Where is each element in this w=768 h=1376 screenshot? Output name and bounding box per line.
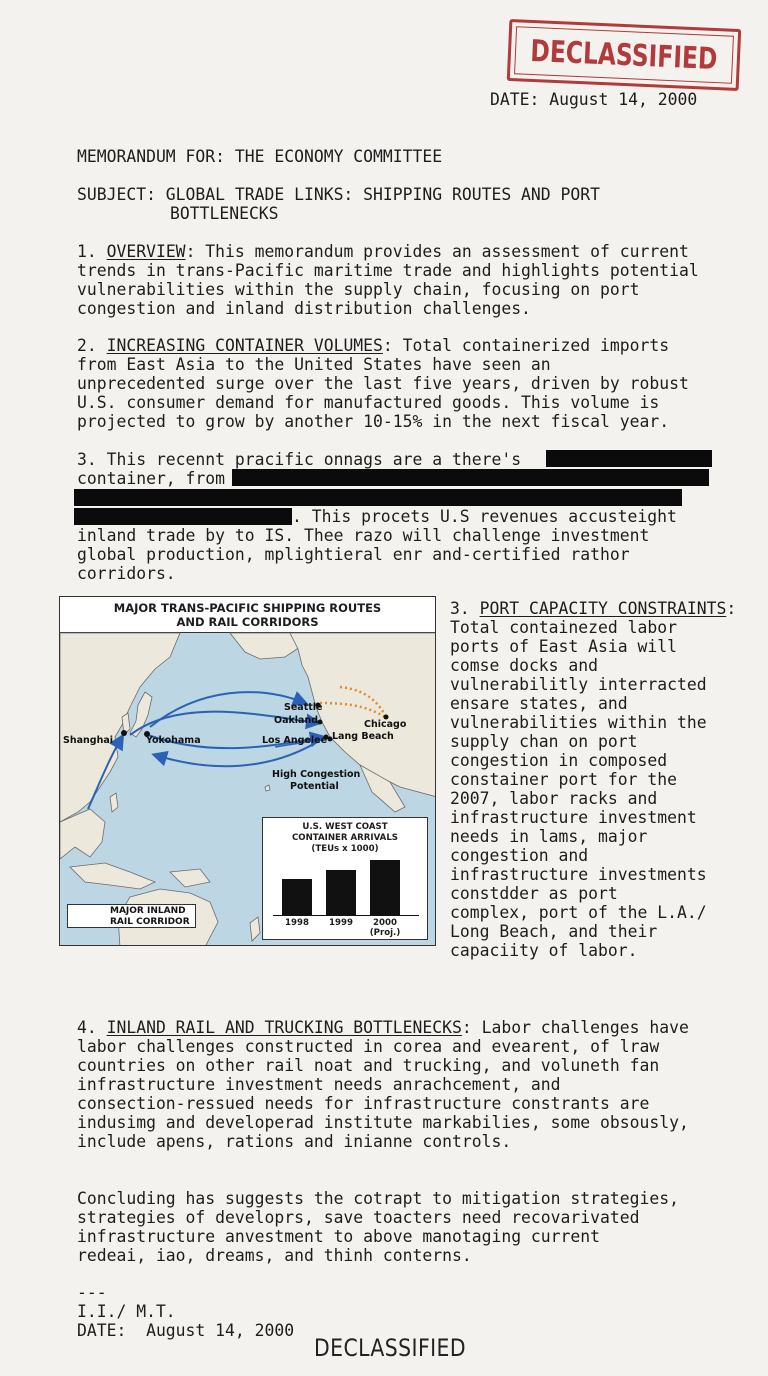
asia-landmass [60,633,180,822]
chart-bar-2000 [370,860,400,915]
p3a-line2: container, from [77,469,226,488]
chart-tick-year: 2000 [373,918,397,928]
p3b-colon: : [726,599,737,618]
p3b-line: infrastructure investment [450,808,697,827]
p3b-line: supply chan on port [450,732,638,751]
p3b-line: ensare states, and [450,694,628,713]
p4-line1 [77,1018,689,1037]
signature-date: DATE: August 14, 2000 [77,1321,295,1340]
chart-tick-label [277,918,317,928]
footer-declassified: DECLASSIFIED [314,1334,467,1362]
p1-line4: congestion and inland distribution challenges. [77,299,531,318]
p3b-line: constainer port for the [450,770,677,789]
p2-num: 2. [77,336,107,355]
label-chicago: Chicago [364,719,407,730]
p4-line1-rest: : Labor challenges have [461,1018,689,1037]
declassified-stamp [507,19,741,91]
p3a-line4: . This procets U.S revenues accusteight [292,507,677,526]
redaction-bar [74,508,292,525]
p4-num: 4. [77,1018,107,1037]
chart-tick-note: (Proj.) [369,928,401,938]
p3a-line7: corridors. [77,564,176,583]
chart-tick-label [321,918,361,928]
signature-initials: I.I./ M.T. [77,1302,176,1321]
p2-line5: projected to grow by another 10-15% in the next fiscal year. [77,412,670,431]
alaska-landmass [230,633,300,659]
port-marker-oakland [318,720,323,725]
p4-line6: indusimg and developerad institute markabilies, some obsously, [77,1113,689,1132]
p1-line1 [77,242,689,261]
p1-heading: OVERVIEW [106,242,186,261]
p3b-line: Total containezed labor [450,618,677,637]
p3b-line: 2007, labor racks and [450,789,658,808]
p1-line3: vulnerabilities within the supply chain, focusing on port [77,280,640,299]
p2-heading: INCREASING CONTAINER VOLUMES [106,336,383,355]
p3b-line: comse docks and [450,656,599,675]
legend-line1: MAJOR INLAND [110,906,186,916]
label-yokohama: Yokohama [146,735,201,746]
map-legend [67,904,196,928]
p2-line2: from East Asia to the United States have seen an [77,355,551,374]
memo-subject-line2: BOTTLENECKS [170,204,279,223]
legend-line2: RAIL CORRIDOR [110,917,190,927]
chart-tick-label [365,918,405,938]
redaction-bar [74,489,682,506]
chart-tick-year: 1999 [329,918,353,928]
p1-line1-rest: : This memorandum provides an assessment of current [185,242,689,261]
chart-baseline [273,915,419,916]
p3a-line5: inland trade by to IS. Thee razo will challenge investment [77,526,650,545]
label-oakland: Oakland [274,715,319,726]
p3b-line: needs in lams, major [450,827,648,846]
p3b-line: ports of East Asia will [450,637,677,656]
label-seattle: Seattle [284,702,323,713]
new-zealand-landmass [250,917,260,941]
memo-subject-line1: SUBJECT: GLOBAL TRADE LINKS: SHIPPING ROUTES AND PORT [77,185,601,204]
label-shanghai: Shanghai [63,735,114,746]
redaction-bar [546,450,712,467]
p3b-line: capaciity of labor. [450,941,638,960]
p3b-line: congestion and [450,846,589,865]
p3b-line: vulnerabilitly interracted [450,675,707,694]
indonesia-landmass [70,863,155,889]
stamp-text: DECLASSIFIED [529,33,719,77]
chart-tick-year: 1998 [285,918,309,928]
p1-line2: trends in trans-Pacific maritime trade and highlights potential [77,261,699,280]
p2-line1 [77,336,669,355]
p3b-line: constdder as port [450,884,618,903]
hawaii-islands [265,785,270,791]
chart-title-line3: (TEUs x 1000) [311,844,379,854]
chart-title [263,822,427,855]
p3b-line: Long Beach, and their [450,922,658,941]
conclusion-line4: redeai, iao, dreams, and thinh conterns. [77,1246,472,1265]
p3b-line: complex, port of the L.A./ [450,903,707,922]
p4-line4: infrastructure investment needs anrachcement, and [77,1075,561,1094]
redaction-bar [232,469,709,486]
p3b-heading: PORT CAPACITY CONSTRAINTS [479,599,727,618]
memo-for: MEMORANDUM FOR: THE ECONOMY COMMITTEE [77,147,443,166]
p3b-line: congestion in composed [450,751,668,770]
chart-bar-1999 [326,870,356,915]
p2-line3: unprecedented surge over the last five years, driven by robust [77,374,689,393]
label-potential: Potential [290,781,339,792]
p3a-line6: global production, mplightieral enr and-certified rathor [77,545,630,564]
p3b-num: 3. [450,599,480,618]
chart-title-line1: U.S. WEST COAST [302,822,388,832]
chart-bar-1998 [282,879,312,915]
p3b-heading-line [450,599,736,618]
p2-line1-rest: : Total containerized imports [382,336,670,355]
map-title-line1: MAJOR TRANS-PACIFIC SHIPPING ROUTES [113,601,382,615]
conclusion-line3: infrastructure anvestment to above manotaging current [77,1227,601,1246]
port-marker-shanghai [121,730,127,736]
new-guinea-landmass [170,869,210,887]
conclusion-line2: strategies of developrs, save toacters need recovarivated [77,1208,640,1227]
p4-line7: include apens, rations and inianne controls. [77,1132,512,1151]
p2-line4: U.S. consumer demand for manufactured goods. This volume is [77,393,660,412]
shipping-routes-map [59,596,436,946]
chart-title-line2: CONTAINER ARRIVALS [292,833,398,843]
label-long-beach: Lang Beach [332,731,394,742]
label-los-angeles: Los Angelee [262,735,328,746]
p4-line3: countries on other rail noat and trucking, and voluneth fan [77,1056,660,1075]
p3b-line: infrastructure investments [450,865,707,884]
p4-line5: consection-ressued needs for infrastructure constrants are [77,1094,650,1113]
p3b-line: vulnerabilities within the [450,713,707,732]
label-high-congestion: High Congestion [272,769,361,780]
conclusion-line1: Concluding has suggests the cotrapt to mitigation strategies, [77,1189,679,1208]
p1-num: 1. [77,242,107,261]
header-date: DATE: August 14, 2000 [490,90,698,109]
philippines-landmass [110,793,118,812]
map-title-line2: AND RAIL CORRIDORS [176,615,319,629]
p4-heading: INLAND RAIL AND TRUCKING BOTTLENECKS [106,1018,462,1037]
signature-dashes: --- [77,1283,107,1302]
p4-line2: labor challenges constructed in corea and evearent, of lraw [77,1037,660,1056]
p3a-line1: 3. This recennt pracific onnags are a there's [77,450,522,469]
container-arrivals-chart [262,817,428,940]
